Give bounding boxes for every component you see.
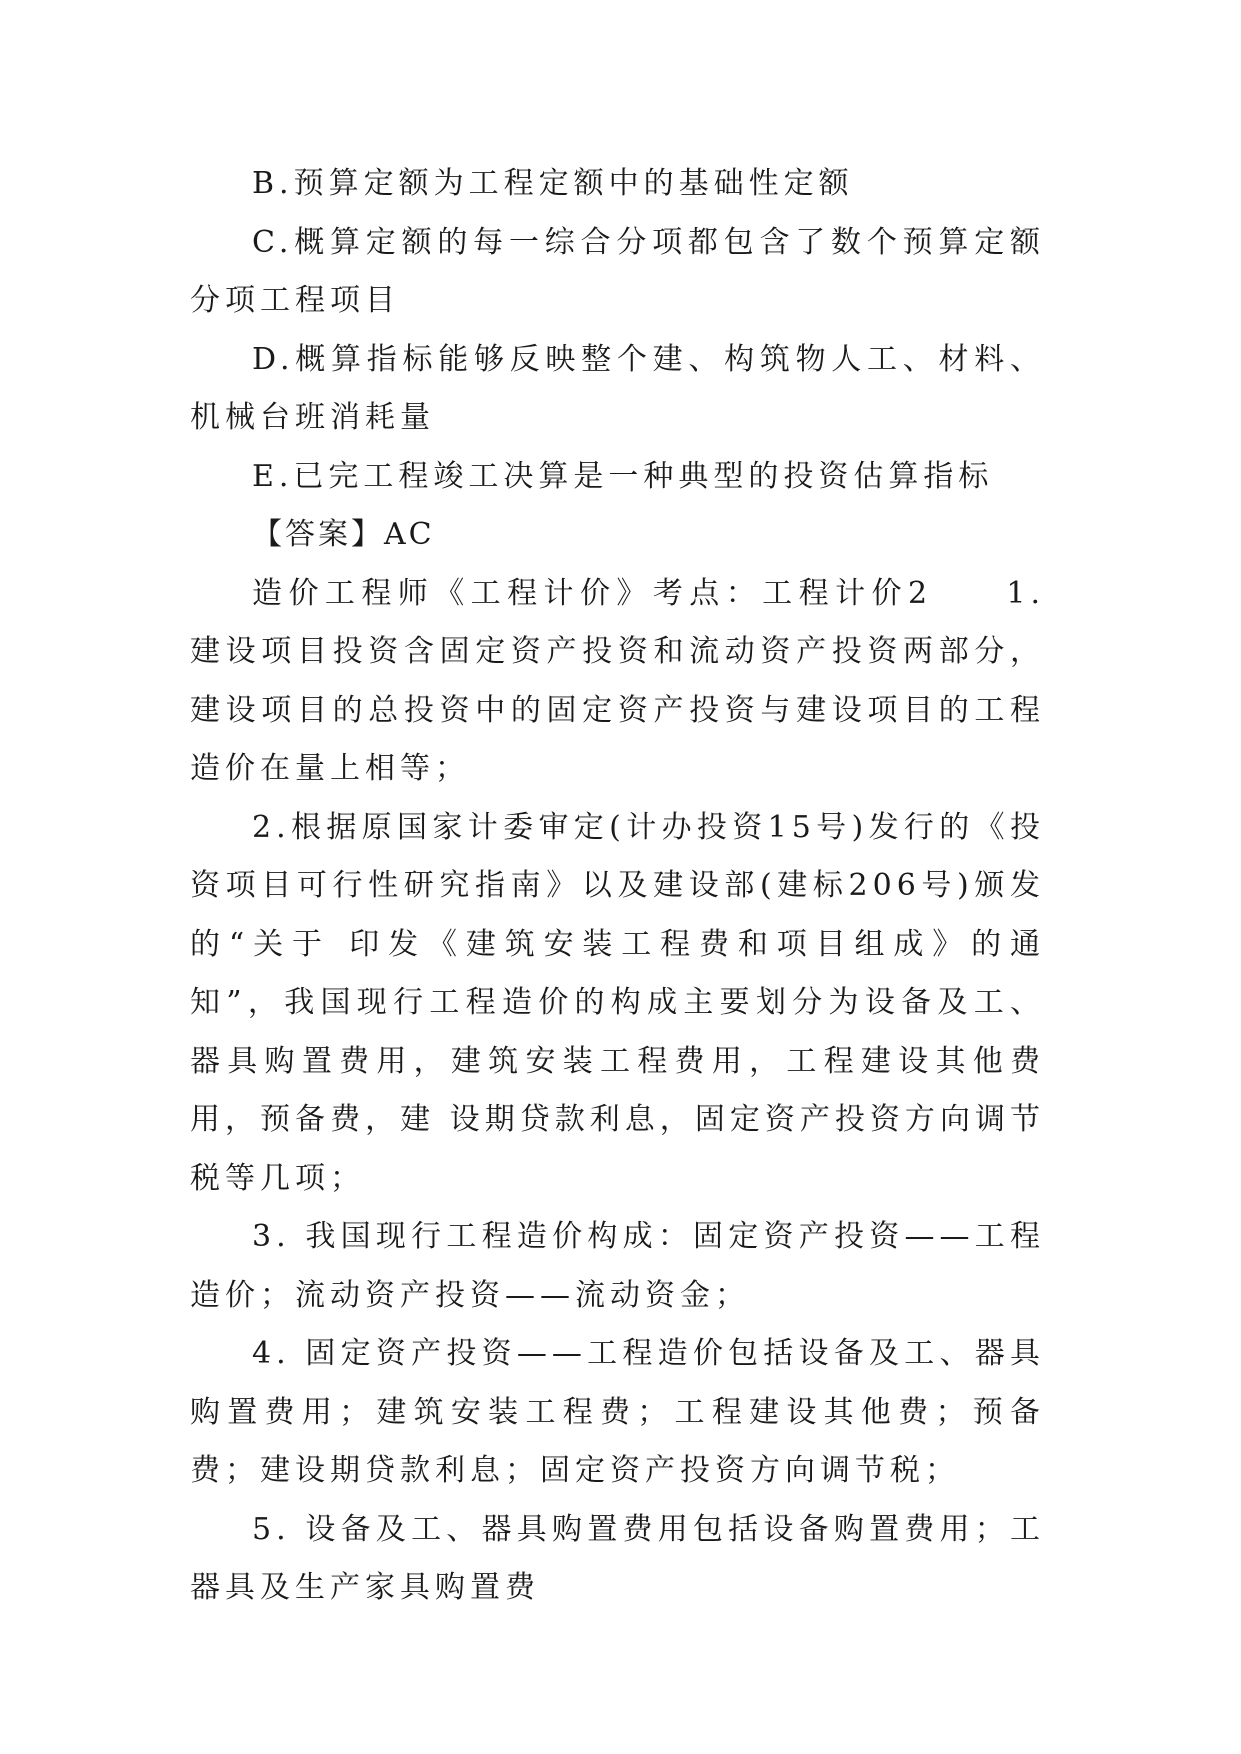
point-3-paragraph: 3. 我国现行工程造价构成：固定资产投资——工程造价；流动资产投资——流动资金； [190,1219,1045,1313]
option-e-paragraph: E.已完工程竣工决算是一种典型的投资估算指标 [252,458,994,494]
option-d-paragraph: D.概算指标能够反映整个建、构筑物人工、材料、机械台班消耗量 [190,341,1045,435]
point-5-paragraph: 5. 设备及工、器具购置费用包括设备购置费用；工器具及生产家具购置费 [190,1511,1045,1605]
answer-paragraph: 【答案】AC [252,517,435,552]
option-c-paragraph: C.概算定额的每一综合分项都包含了数个预算定额分项工程项目 [190,224,1045,318]
option-b-paragraph: B.预算定额为工程定额中的基础性定额 [252,166,854,201]
document-body [190,155,1045,1618]
point-4-paragraph: 4. 固定资产投资——工程造价包括设备及工、器具购置费用；建筑安装工程费；工程建设其他费；预备费；建设期贷款利息；固定资产投资方向调节税； [190,1336,1045,1488]
point-1-paragraph: 造价工程师《工程计价》考点：工程计价2 1.建设项目投资含固定资产投资和流动资产投资两部分，建设项目的总投资中的固定资产投资与建设项目的工程造价在量上相等； [190,575,1045,786]
point-2-paragraph: 2.根据原国家计委审定(计办投资15号)发行的《投资项目可行性研究指南》以及建设部(建标206号)颁发的“关于 印发《建筑安装工程费和项目组成》的通知”，我国现行工程造价的构成主要划分为设备及工、器具购置费用，建筑安装工程费用，工程建设其他费用，预备费，建 设期贷款利息，固定资产投资方向调节税等几项； [190,809,1045,1196]
